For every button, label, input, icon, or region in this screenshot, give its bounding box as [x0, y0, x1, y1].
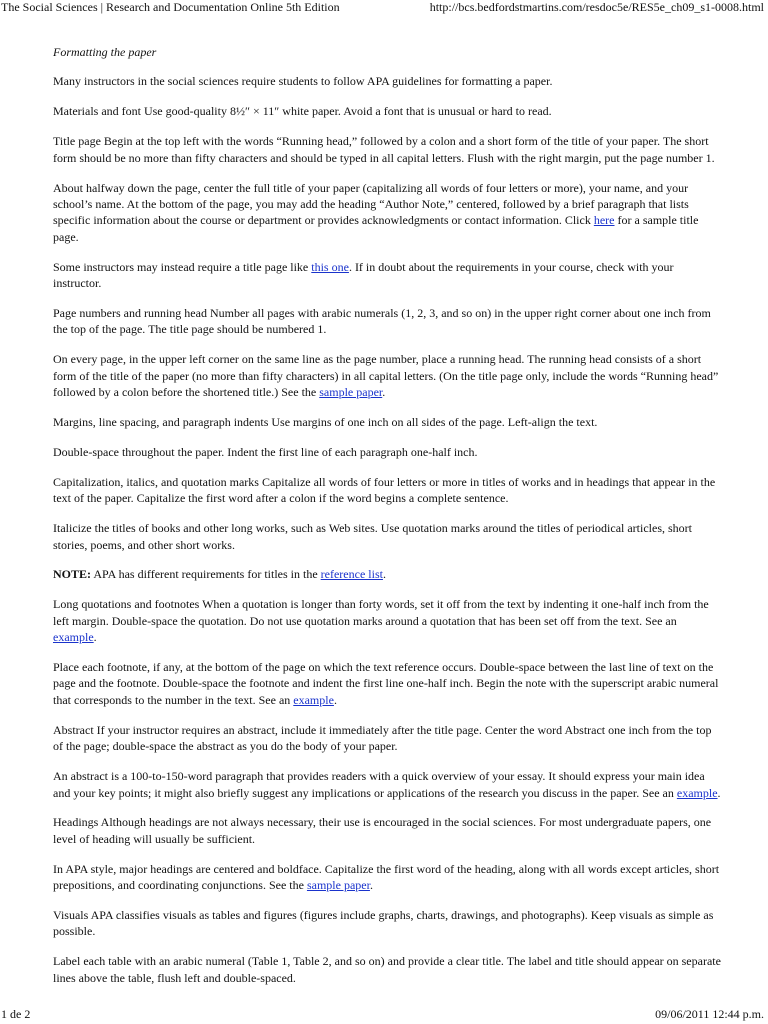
paragraph-apa-headings — [53, 861, 723, 894]
footer-timestamp: 09/06/2011 12:44 p.m. — [655, 1007, 764, 1021]
paragraph-intro: Many instructors in the social sciences require students to follow APA guidelines for formatting a paper. — [53, 74, 553, 89]
link-sample-paper[interactable]: sample paper — [319, 385, 383, 400]
paragraph-capitalization: Capitalization, italics, and quotation marks Capitalize all words of four letters or more in titles of works and in headings that appear in the text of the paper. Capitalize the first word after a colon if the word begins a complete sentence. — [53, 474, 716, 506]
paragraph-abstract-overview — [53, 768, 723, 801]
text-segment: An abstract is a 100-to-150-word paragraph that provides readers with a quick overview of your essay. It should express your main idea and your key points; it might also briefly suggest any implications or applications of the research you discuss in the paper. See an — [53, 769, 705, 800]
footer-page-count: 1 de 2 — [1, 1007, 31, 1021]
paragraph-table-labels: Label each table with an arabic numeral (Table 1, Table 2, and so on) and provide a clear title. The label and title should appear on separate lines above the table, flush left and double-spaced. — [53, 954, 721, 985]
paragraph-page-numbers: Page numbers and running head Number all pages with arabic numerals (1, 2, 3, and so on) in the upper right corner about one inch from the top of the page. The title page should be numbered 1. — [53, 305, 711, 337]
text-segment: . — [382, 385, 386, 400]
text-segment: . — [93, 630, 97, 645]
print-footer — [0, 1006, 768, 1022]
text-segment: In APA style, major headings are centered and boldface. Capitalize the first word of the heading, along with all words except articles, short prepositions, and coordinating conjunctions. See the — [53, 861, 720, 893]
link-example-abstract[interactable]: example — [676, 785, 718, 800]
text-segment: for a sample title page. — [53, 213, 699, 244]
paragraph-note — [53, 566, 723, 582]
text-segment: . If in doubt about the requirements in your course, check with your instructor. — [53, 259, 674, 291]
link-here[interactable]: here — [593, 213, 615, 228]
header-url: http://bcs.bedfordstmartins.com/resdoc5e/RES5e_ch09_s1-0008.html — [429, 0, 764, 14]
text-segment: . — [717, 785, 721, 800]
paragraph-margins: Margins, line spacing, and paragraph indents Use margins of one inch on all sides of the page. Left-align the text. — [53, 415, 598, 429]
paragraph-alt-title-page — [53, 259, 723, 292]
link-example-footnote[interactable]: example — [293, 692, 334, 707]
text-segment: . — [382, 567, 386, 582]
article-body — [53, 44, 723, 1000]
text-segment: . — [333, 692, 337, 707]
link-reference-list[interactable]: reference list — [320, 567, 383, 582]
text-segment: Long quotations and footnotes When a quotation is longer than forty words, set it off from the text by indenting it one-half inch from the left margin. Double-space the quotation. Do not use quotation marks around a quotation that has been set off from the text. See an — [53, 597, 709, 628]
header-page-title: The Social Sciences | Research and Documentation Online 5th Edition — [1, 0, 340, 14]
text-segment: Place each footnote, if any, at the bottom of the page on which the text reference occurs. Double-space between the last line of text on the page and the footnote. Double-space the footnote and indent the first line one-half inch. Begin the note with the superscript arabic numeral that corresponds to the number in the text. See an — [53, 660, 719, 707]
link-this-one[interactable]: this one — [311, 259, 349, 274]
paragraph-abstract: Abstract If your instructor requires an abstract, include it immediately after the title page. Center the word Abstract one inch from the top of the page; double-space the abstract as you do the body of your paper. — [53, 722, 712, 754]
note-label: NOTE: — [53, 567, 92, 582]
text-segment: Some instructors may instead require a title page like — [53, 259, 312, 274]
paragraph-italicize: Italicize the titles of books and other long works, such as Web sites. Use quotation marks around the titles of periodical articles, short stories, poems, and other short works. — [53, 521, 692, 552]
text-segment: . — [369, 878, 373, 893]
paragraph-title-page: Title page Begin at the top left with the words “Running head,” followed by a colon and a short form of the title of your paper. The short form should be no more than fifty characters and should be typed in all capital letters. Flush with the right margin, put the page number 1. — [53, 134, 715, 165]
paragraph-headings: Headings Although headings are not always necessary, their use is encouraged in the social sciences. For most undergraduate papers, one level of heading will usually be sufficient. — [53, 815, 712, 846]
paragraph-running-head — [53, 351, 723, 400]
text-segment: About halfway down the page, center the full title of your paper (capitalizing all words of four letters or more), your name, and your school’s name. At the bottom of the page, you may add the heading “Author Note,” centered, followed by a brief paragraph that lists specific information about the course or department or provides acknowledgments or contact information. Click — [53, 180, 689, 228]
paragraph-long-quotations — [53, 596, 723, 645]
print-header — [0, 0, 768, 16]
paragraph-materials-font: Materials and font Use good-quality 8½″ × 11″ white paper. Avoid a font that is unusual or hard to read. — [53, 104, 552, 119]
text-segment: On every page, in the upper left corner on the same line as the page number, place a running head. The running head consists of a short form of the title of the paper (no more than fifty characters) in all capital letters. (On the title page only, include the words “Running head” followed by a colon before the shortened title.) See the — [53, 352, 719, 400]
link-sample-paper-2[interactable]: sample paper — [306, 878, 370, 893]
paragraph-visuals: Visuals APA classifies visuals as tables and figures (figures include graphs, charts, drawings, and photographs). Keep visuals as simple as possible. — [53, 908, 714, 939]
link-example-quotation[interactable]: example — [53, 630, 94, 645]
section-heading: Formatting the paper — [53, 45, 157, 59]
text-segment: APA has different requirements for titles in the — [91, 567, 321, 582]
paragraph-title-page-center — [53, 180, 723, 246]
paragraph-double-space: Double-space throughout the paper. Indent the first line of each paragraph one-half inch. — [53, 444, 478, 459]
paragraph-footnotes — [53, 659, 723, 708]
